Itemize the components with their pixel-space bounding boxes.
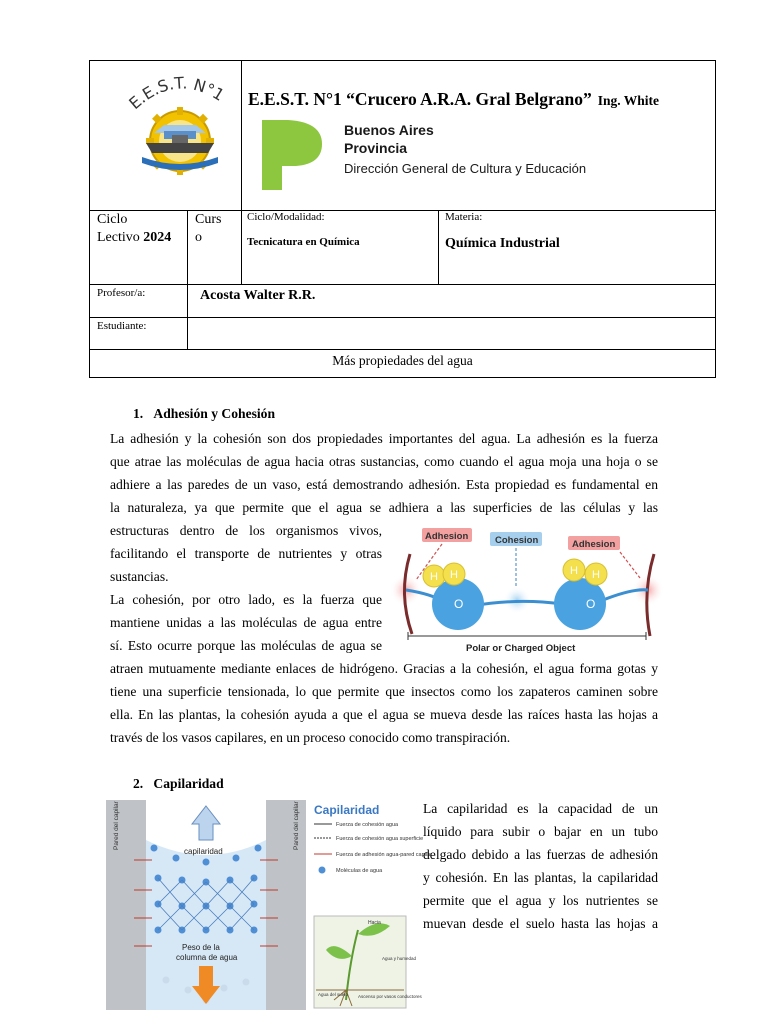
province-name: Buenos Aires Provincia bbox=[344, 122, 434, 156]
svg-text:O: O bbox=[454, 597, 464, 611]
svg-text:Agua del suelo: Agua del suelo bbox=[318, 992, 348, 997]
svg-text:Fuerza de cohesión agua superf: Fuerza de cohesión agua superficie bbox=[336, 836, 424, 842]
svg-text:H: H bbox=[450, 569, 458, 581]
estudiante-field[interactable] bbox=[188, 318, 714, 348]
profesor-label: Profesor/a: bbox=[97, 287, 146, 299]
svg-text:Ascenso por vasos conductores: Ascenso por vasos conductores bbox=[358, 994, 422, 999]
section2-heading: 2. Capilaridad bbox=[133, 776, 224, 791]
svg-text:Pared del capilar: Pared del capilar bbox=[293, 801, 300, 850]
row-divider bbox=[90, 284, 715, 285]
section2-paragraph: La capilaridad es la capacidad de un líquido para subir o bajar en un tubo delgado debido a las fuerzas de adhesión y cohesión. En las plantas, la capilaridad permite que el agua y los nutrientes se muevan desde el suelo hasta las hojas a bbox=[423, 801, 658, 931]
school-logo bbox=[124, 73, 236, 181]
svg-text:Cohesion: Cohesion bbox=[495, 535, 539, 546]
row-divider bbox=[90, 349, 715, 350]
svg-text:Fuerza de cohesión agua: Fuerza de cohesión agua bbox=[336, 822, 399, 828]
svg-text:Moléculas de agua: Moléculas de agua bbox=[336, 868, 383, 874]
section1-paragraph-end: atraen mutuamente mediante enlaces de hidrógeno. Gracias a la cohesión, el agua forma gotas y tiene una superficie tensionada, lo que permite que insectos como los zapateros caminen sobre ella. En las plantas, la cohesión ayuda a que el agua se mueva desde las raíces hasta las hojas a través de los vasos capilares, en un proceso conocido como transpiración. bbox=[110, 661, 658, 745]
modalidad-label: Ciclo/Modalidad: bbox=[247, 211, 325, 223]
doc-title: Más propiedades del agua bbox=[332, 353, 473, 368]
svg-text:columna de agua: columna de agua bbox=[176, 953, 238, 962]
svg-text:H: H bbox=[430, 571, 438, 583]
modalidad-value: Tecnicatura en Química bbox=[247, 236, 360, 248]
svg-text:Peso de la: Peso de la bbox=[182, 943, 220, 952]
province-logo-mark bbox=[258, 116, 330, 192]
svg-text:Adhesion: Adhesion bbox=[572, 539, 616, 550]
row-divider bbox=[90, 210, 715, 211]
col-divider bbox=[187, 210, 188, 284]
svg-text:Hacia: Hacia bbox=[368, 920, 381, 926]
section1-paragraph-narrow: estructuras dentro de los organismos vivos, facilitando el transporte de nutrientes y otras sustancias. La cohesión, por otro lado, es la fuerza que mantiene unidas a las moléculas de agua entre sí. Esto ocurre porque las moléculas de agua se bbox=[110, 523, 382, 653]
svg-text:Capilaridad: Capilaridad bbox=[314, 803, 380, 817]
materia-value: Química Industrial bbox=[445, 236, 560, 251]
svg-text:O: O bbox=[586, 597, 596, 611]
capilaridad-figure bbox=[106, 800, 433, 1010]
adhesion-cohesion-diagram bbox=[392, 524, 662, 658]
profesor-value: Acosta Walter R.R. bbox=[200, 288, 316, 303]
svg-text:Polar or Charged Object: Polar or Charged Object bbox=[466, 643, 576, 654]
logo-text: E.E.S.T. N°1 bbox=[125, 73, 228, 114]
materia-label: Materia: bbox=[445, 211, 483, 223]
province-dept: Dirección General de Cultura y Educación bbox=[344, 161, 587, 176]
svg-text:Agua y humedad: Agua y humedad bbox=[382, 956, 417, 961]
header-table bbox=[89, 60, 716, 378]
section1-paragraph-top: La adhesión y la cohesión son dos propiedades importantes del agua. La adhesión es la fuerza que atrae las moléculas de agua hacia otras sustancias, como cuando el agua moja una hoja o se adhiere a las paredes de un vaso, está demostrando adhesión. Esta propiedad es fundamental en la naturaleza, ya que permite que el agua se adhiera a las superficies de las células y las bbox=[110, 431, 658, 515]
col-divider bbox=[241, 61, 242, 284]
svg-text:Adhesion: Adhesion bbox=[425, 531, 469, 542]
ciclo-cell: Ciclo Lectivo 2024 bbox=[97, 212, 172, 245]
svg-text:Pared del capilar: Pared del capilar bbox=[113, 801, 120, 850]
section1-heading: 1. Adhesión y Cohesión bbox=[133, 406, 276, 421]
estudiante-label: Estudiante: bbox=[97, 320, 147, 332]
svg-text:H: H bbox=[570, 565, 578, 577]
svg-text:H: H bbox=[592, 569, 600, 581]
school-title: E.E.S.T. N°1 “Crucero A.R.A. Gral Belgrano” Ing. White bbox=[248, 89, 659, 109]
curso-cell: Curs o bbox=[195, 212, 222, 245]
svg-text:capilaridad: capilaridad bbox=[184, 847, 223, 856]
svg-text:Fuerza de adhesión agua-pared: Fuerza de adhesión agua-pared capilar bbox=[336, 852, 433, 858]
col-divider bbox=[438, 210, 439, 284]
